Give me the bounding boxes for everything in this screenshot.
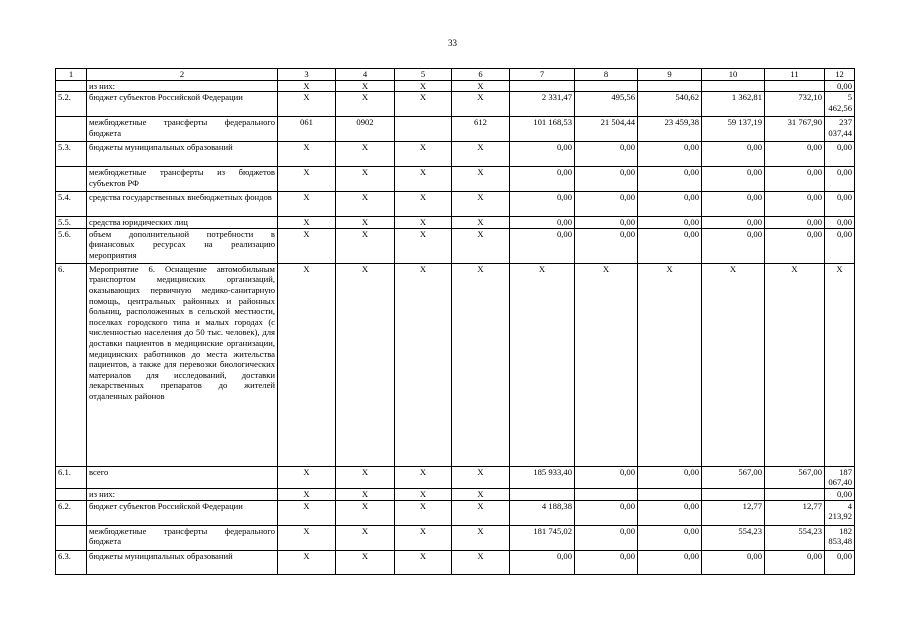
- code-cell: X: [452, 466, 510, 488]
- header-cell: 7: [510, 69, 575, 81]
- code-cell: X: [336, 217, 395, 229]
- amount-cell: [638, 488, 702, 500]
- amount-cell: 0,00: [510, 192, 575, 217]
- header-cell: 9: [638, 69, 702, 81]
- amount-cell: X: [575, 263, 638, 466]
- amount-cell: 4 188,38: [510, 500, 575, 525]
- amount-cell: 0,00: [702, 142, 765, 167]
- amount-cell: 0,00: [702, 550, 765, 574]
- amount-cell: [510, 488, 575, 500]
- row-number-cell: 6.2.: [56, 500, 87, 525]
- amount-cell: 0,00: [765, 228, 825, 263]
- total-cell: 187 067,40: [825, 466, 855, 488]
- code-cell: X: [395, 550, 452, 574]
- amount-cell: 0,00: [638, 228, 702, 263]
- description-cell: бюджеты муниципальных образований: [87, 550, 278, 574]
- row-number-cell: 5.4.: [56, 192, 87, 217]
- code-cell: X: [452, 488, 510, 500]
- amount-cell: 0,00: [510, 142, 575, 167]
- amount-cell: 567,00: [765, 466, 825, 488]
- amount-cell: 1 362,81: [702, 92, 765, 117]
- table-body: [56, 69, 855, 575]
- code-cell: X: [278, 488, 336, 500]
- code-cell: X: [395, 525, 452, 550]
- table-row: [56, 142, 855, 167]
- code-cell: [395, 117, 452, 142]
- code-cell: X: [336, 192, 395, 217]
- amount-cell: 59 137,19: [702, 117, 765, 142]
- code-cell: X: [395, 217, 452, 229]
- amount-cell: [765, 80, 825, 92]
- table-row: [56, 117, 855, 142]
- amount-cell: 0,00: [575, 500, 638, 525]
- amount-cell: 0,00: [510, 550, 575, 574]
- amount-cell: 0,00: [638, 167, 702, 192]
- row-number-cell: 6.: [56, 263, 87, 466]
- header-cell: 2: [87, 69, 278, 81]
- code-cell: X: [395, 92, 452, 117]
- amount-cell: [575, 80, 638, 92]
- amount-cell: 554,23: [765, 525, 825, 550]
- code-cell: X: [395, 488, 452, 500]
- description-cell: бюджеты муниципальных образований: [87, 142, 278, 167]
- row-number-cell: [56, 525, 87, 550]
- code-cell: X: [395, 228, 452, 263]
- description-cell: Мероприятие 6. Оснащение автомобильным транспортом медицинских организаций, оказывающих первичную медико-санитарную помощь, центральных районных и районных больниц, расположенных в сельской местности, поселках городского типа и малых городах (с численностью населения до 50 тыс. человек), для доставки пациентов в медицинские организации, медицинских работников до места жительства пациентов, а также для перевозки биологических материалов для исследований, доставки лекарственных препаратов до жителей отдаленных районов: [87, 263, 278, 466]
- description-cell: средства юридических лиц: [87, 217, 278, 229]
- amount-cell: 31 767,90: [765, 117, 825, 142]
- amount-cell: 0,00: [702, 228, 765, 263]
- code-cell: X: [278, 525, 336, 550]
- amount-cell: 0,00: [765, 167, 825, 192]
- amount-cell: 0,00: [638, 550, 702, 574]
- code-cell: X: [336, 525, 395, 550]
- table-row: [56, 192, 855, 217]
- header-cell: 11: [765, 69, 825, 81]
- total-cell: X: [825, 263, 855, 466]
- code-cell: X: [395, 80, 452, 92]
- code-cell: X: [336, 167, 395, 192]
- amount-cell: 0,00: [510, 167, 575, 192]
- header-cell: 8: [575, 69, 638, 81]
- description-cell: всего: [87, 466, 278, 488]
- amount-cell: 2 331,47: [510, 92, 575, 117]
- amount-cell: 0,00: [702, 192, 765, 217]
- code-cell: X: [278, 500, 336, 525]
- total-cell: 0,00: [825, 217, 855, 229]
- amount-cell: 185 933,40: [510, 466, 575, 488]
- amount-cell: 21 504,44: [575, 117, 638, 142]
- amount-cell: 0,00: [575, 142, 638, 167]
- amount-cell: 0,00: [638, 525, 702, 550]
- amount-cell: [765, 488, 825, 500]
- amount-cell: 0,00: [638, 192, 702, 217]
- amount-cell: [638, 80, 702, 92]
- code-cell: X: [452, 80, 510, 92]
- code-cell: X: [336, 228, 395, 263]
- table-row: [56, 92, 855, 117]
- row-number-cell: [56, 488, 87, 500]
- code-cell: X: [395, 500, 452, 525]
- total-cell: 0,00: [825, 142, 855, 167]
- description-cell: бюджет субъектов Российской Федерации: [87, 92, 278, 117]
- code-cell: X: [336, 92, 395, 117]
- amount-cell: 0,00: [638, 466, 702, 488]
- total-cell: 182 853,48: [825, 525, 855, 550]
- amount-cell: 0,00: [702, 217, 765, 229]
- description-cell: бюджет субъектов Российской Федерации: [87, 500, 278, 525]
- row-number-cell: 5.5.: [56, 217, 87, 229]
- table-row: [56, 488, 855, 500]
- table-row: [56, 80, 855, 92]
- row-number-cell: 5.2.: [56, 92, 87, 117]
- table-row: [56, 525, 855, 550]
- amount-cell: [510, 80, 575, 92]
- amount-cell: X: [510, 263, 575, 466]
- amount-cell: [575, 488, 638, 500]
- amount-cell: 0,00: [765, 142, 825, 167]
- description-cell: из них:: [87, 488, 278, 500]
- amount-cell: 0,00: [575, 167, 638, 192]
- header-cell: 4: [336, 69, 395, 81]
- header-cell: 5: [395, 69, 452, 81]
- row-number-cell: [56, 80, 87, 92]
- amount-cell: X: [765, 263, 825, 466]
- description-cell: межбюджетные трансферты федерального бюджета: [87, 525, 278, 550]
- code-cell: X: [278, 192, 336, 217]
- header-cell: 1: [56, 69, 87, 81]
- code-cell: X: [395, 167, 452, 192]
- code-cell: X: [395, 466, 452, 488]
- code-cell: X: [452, 92, 510, 117]
- code-cell: X: [278, 466, 336, 488]
- amount-cell: 567,00: [702, 466, 765, 488]
- amount-cell: 0,00: [765, 550, 825, 574]
- amount-cell: 0,00: [638, 500, 702, 525]
- description-cell: объем дополнительной потребности в финансовых ресурсах на реализацию мероприятия: [87, 228, 278, 263]
- amount-cell: 12,77: [702, 500, 765, 525]
- header-cell: 6: [452, 69, 510, 81]
- code-cell: X: [452, 550, 510, 574]
- amount-cell: 0,00: [575, 525, 638, 550]
- amount-cell: 0,00: [510, 217, 575, 229]
- description-cell: средства государственных внебюджетных фондов: [87, 192, 278, 217]
- code-cell: X: [452, 525, 510, 550]
- code-cell: X: [452, 228, 510, 263]
- code-cell: X: [336, 488, 395, 500]
- code-cell: X: [278, 217, 336, 229]
- code-cell: X: [452, 217, 510, 229]
- code-cell: X: [452, 500, 510, 525]
- budget-table: [55, 68, 855, 575]
- code-cell: X: [278, 167, 336, 192]
- table-row: [56, 217, 855, 229]
- total-cell: 0,00: [825, 167, 855, 192]
- total-cell: 0,00: [825, 550, 855, 574]
- table-row: [56, 550, 855, 574]
- amount-cell: 0,00: [575, 466, 638, 488]
- code-cell: 0902: [336, 117, 395, 142]
- table-row: [56, 167, 855, 192]
- header-cell: 10: [702, 69, 765, 81]
- total-cell: 0,00: [825, 80, 855, 92]
- code-cell: 061: [278, 117, 336, 142]
- page-number: 33: [448, 38, 457, 48]
- code-cell: X: [336, 80, 395, 92]
- description-cell: межбюджетные трансферты федерального бюджета: [87, 117, 278, 142]
- total-cell: 0,00: [825, 192, 855, 217]
- code-cell: X: [395, 192, 452, 217]
- code-cell: X: [336, 550, 395, 574]
- code-cell: X: [452, 142, 510, 167]
- amount-cell: X: [702, 263, 765, 466]
- code-cell: X: [395, 142, 452, 167]
- amount-cell: 0,00: [575, 217, 638, 229]
- code-cell: 612: [452, 117, 510, 142]
- header-row: [56, 69, 855, 81]
- amount-cell: 0,00: [575, 228, 638, 263]
- amount-cell: 0,00: [702, 167, 765, 192]
- code-cell: X: [395, 263, 452, 466]
- code-cell: X: [336, 263, 395, 466]
- amount-cell: 540,62: [638, 92, 702, 117]
- row-number-cell: 5.3.: [56, 142, 87, 167]
- code-cell: X: [278, 142, 336, 167]
- header-cell: 12: [825, 69, 855, 81]
- code-cell: X: [336, 466, 395, 488]
- amount-cell: 12,77: [765, 500, 825, 525]
- row-number-cell: [56, 117, 87, 142]
- code-cell: X: [336, 142, 395, 167]
- row-number-cell: [56, 167, 87, 192]
- table-row: [56, 500, 855, 525]
- amount-cell: 554,23: [702, 525, 765, 550]
- amount-cell: 0,00: [765, 217, 825, 229]
- code-cell: X: [278, 263, 336, 466]
- total-cell: 5 462,56: [825, 92, 855, 117]
- amount-cell: 495,56: [575, 92, 638, 117]
- amount-cell: [702, 80, 765, 92]
- code-cell: X: [278, 80, 336, 92]
- row-number-cell: 6.3.: [56, 550, 87, 574]
- code-cell: X: [278, 228, 336, 263]
- total-cell: 237 037,44: [825, 117, 855, 142]
- amount-cell: 101 168,53: [510, 117, 575, 142]
- amount-cell: 0,00: [575, 550, 638, 574]
- description-cell: из них:: [87, 80, 278, 92]
- amount-cell: [702, 488, 765, 500]
- code-cell: X: [278, 92, 336, 117]
- code-cell: X: [336, 500, 395, 525]
- amount-cell: 732,10: [765, 92, 825, 117]
- description-cell: межбюджетные трансферты из бюджетов субъектов РФ: [87, 167, 278, 192]
- total-cell: 0,00: [825, 488, 855, 500]
- table-row: [56, 466, 855, 488]
- amount-cell: 0,00: [575, 192, 638, 217]
- code-cell: X: [452, 192, 510, 217]
- amount-cell: 0,00: [510, 228, 575, 263]
- amount-cell: 23 459,38: [638, 117, 702, 142]
- code-cell: X: [452, 263, 510, 466]
- amount-cell: 0,00: [638, 217, 702, 229]
- table-row: [56, 263, 855, 466]
- amount-cell: 0,00: [638, 142, 702, 167]
- row-number-cell: 6.1.: [56, 466, 87, 488]
- amount-cell: 0,00: [765, 192, 825, 217]
- amount-cell: 181 745,02: [510, 525, 575, 550]
- code-cell: X: [278, 550, 336, 574]
- row-number-cell: 5.6.: [56, 228, 87, 263]
- header-cell: 3: [278, 69, 336, 81]
- table-row: [56, 228, 855, 263]
- total-cell: 4 213,92: [825, 500, 855, 525]
- amount-cell: X: [638, 263, 702, 466]
- code-cell: X: [452, 167, 510, 192]
- total-cell: 0,00: [825, 228, 855, 263]
